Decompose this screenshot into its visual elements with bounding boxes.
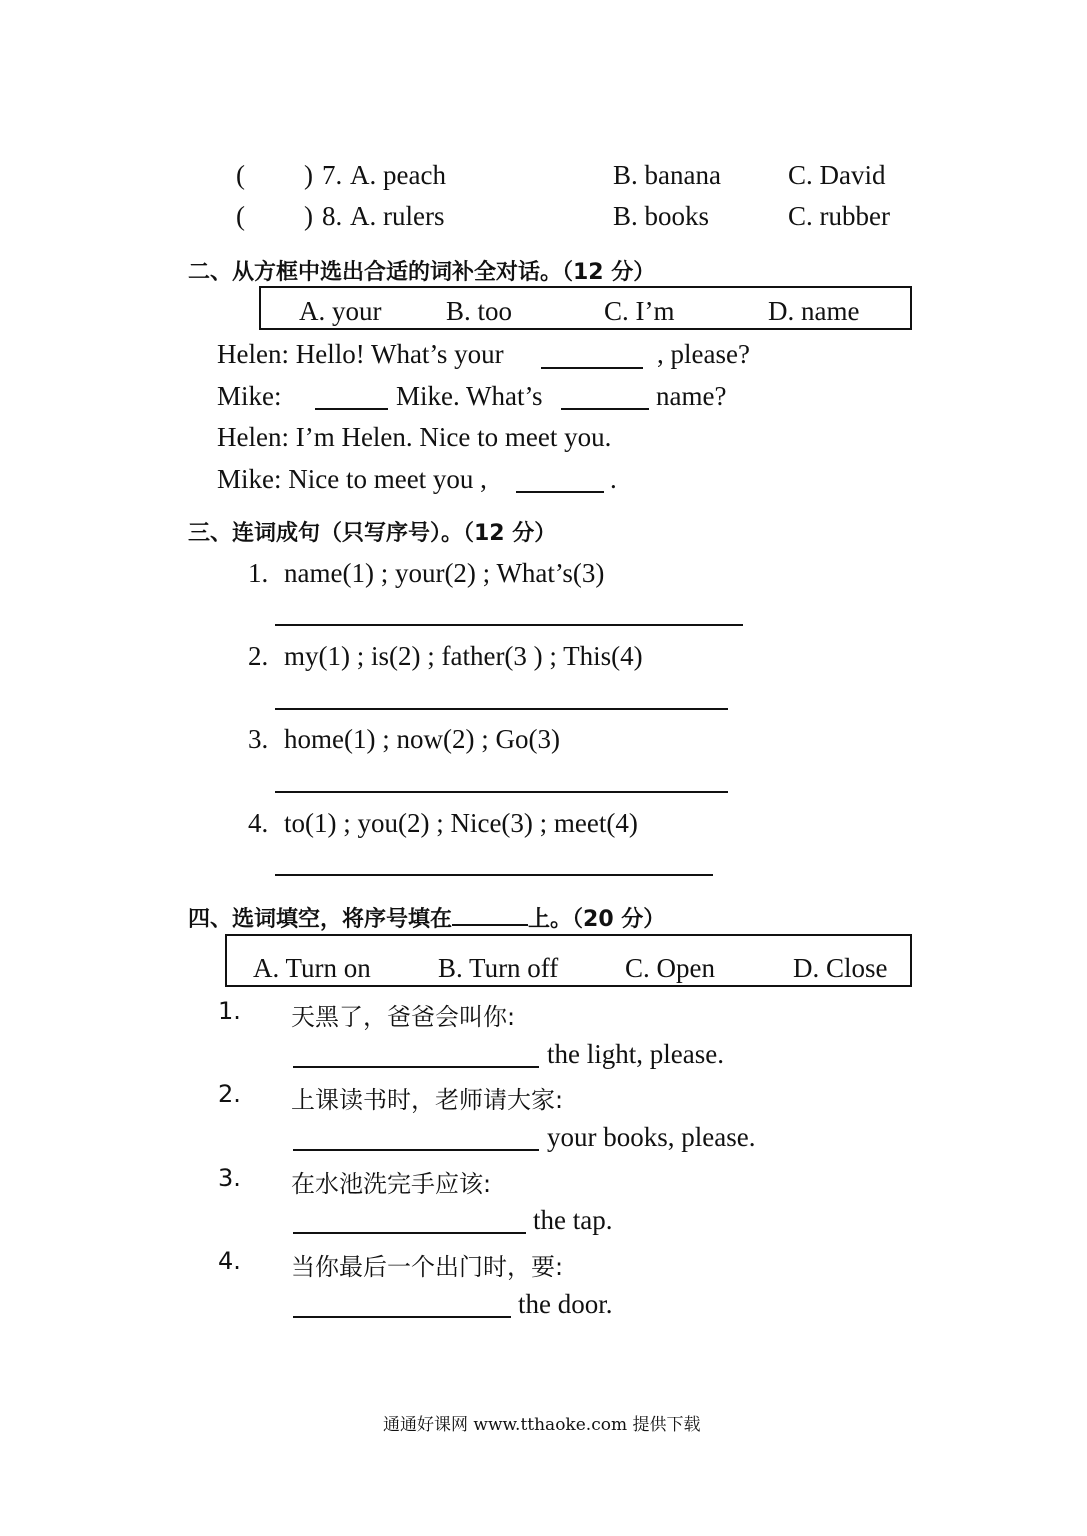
option-c: C. David — [788, 160, 886, 190]
answer-line[interactable] — [275, 624, 743, 626]
item-number: 4. — [218, 1247, 241, 1275]
item-number: 8. — [322, 201, 343, 231]
item-prompt: 当你最后一个出门时，要: — [291, 1253, 564, 1281]
word-bank-box — [259, 286, 912, 330]
word-bank-option: B. too — [446, 296, 513, 326]
option-a: A. rulers — [350, 201, 445, 231]
item-number: 2. — [218, 1080, 241, 1108]
option-b: B. books — [613, 201, 710, 231]
item-answer-text: the door. — [518, 1289, 613, 1319]
item-number: 7. — [322, 160, 343, 190]
word-bank-option: A. Turn on — [253, 953, 371, 983]
answer-paren-open: ( — [236, 201, 245, 231]
answer-blank[interactable] — [516, 491, 604, 493]
answer-blank[interactable] — [293, 1232, 526, 1234]
item-answer-text: the tap. — [533, 1205, 613, 1235]
item-number: 4. — [248, 808, 269, 838]
word-list: my(1) ; is(2) ; father(3 ) ; This(4) — [284, 641, 643, 671]
answer-paren-close: ) — [304, 201, 313, 231]
section-2-heading: 二、从方框中选出合适的词补全对话。（12 分） — [188, 260, 656, 285]
answer-blank[interactable] — [561, 408, 649, 410]
item-number: 2. — [248, 641, 269, 671]
word-list: to(1) ; you(2) ; Nice(3) ; meet(4) — [284, 808, 638, 838]
answer-line[interactable] — [275, 874, 713, 876]
heading-blank — [452, 902, 528, 926]
answer-blank[interactable] — [293, 1316, 511, 1318]
word-bank-option: B. Turn off — [438, 953, 559, 983]
word-bank-option: D. name — [768, 296, 860, 326]
item-answer-text: your books, please. — [547, 1122, 756, 1152]
option-a: A. peach — [350, 160, 446, 190]
item-answer-text: the light, please. — [547, 1039, 724, 1069]
word-list: name(1) ; your(2) ; What’s(3) — [284, 558, 605, 588]
section-3-heading: 三、连词成句（只写序号）。（12 分） — [188, 521, 557, 546]
item-number: 3. — [248, 724, 269, 754]
answer-line[interactable] — [275, 791, 728, 793]
worksheet-page: ( ) 7. A. peach B. banana C. David ( ) 8. A. rulers B. books C. rubber 二、从方框中选出合适的词补全对话。（12 分） A. your B. too C. I’m D. name Helen: Hello! What’s your , please? Mike: Mike. What’s name? Helen: I’m Helen. Nice to meet you. Mike: Nice to meet you , . 三、连词成句（只写序号）。（12 分） 1. name(1) ; your(2) ; What’s(3) 2. my(1) ; is(2) ; father(3 ) ; This(4) 3. home(1) ; now(2) ; Go(3) 4. to(1) ; you(2) ; Nice(3) ; meet(4) 四、选词填空，将序号填在 上。（20 分） A. Turn on B. Turn off C. Open D. Close 1. 天黑了，爸爸会叫你: the light, please. 2. 上课读书时，老师请大家: your books, please. 3. 在水池洗完手应该: the tap. 4. 当你最后一个出门时，要: the door. 通通好课网 www.tthaoke.com 提供下载 — [0, 0, 1087, 1536]
option-b: B. banana — [613, 160, 721, 190]
answer-blank[interactable] — [293, 1149, 539, 1151]
answer-blank[interactable] — [541, 367, 643, 369]
answer-blank[interactable] — [315, 408, 388, 410]
answer-paren-close: ) — [304, 160, 313, 190]
item-prompt: 上课读书时，老师请大家: — [291, 1086, 564, 1114]
word-bank-option: D. Close — [793, 953, 888, 983]
item-number: 3. — [218, 1164, 241, 1192]
item-number: 1. — [218, 997, 241, 1025]
option-c: C. rubber — [788, 201, 890, 231]
item-prompt: 在水池洗完手应该: — [291, 1170, 492, 1198]
word-bank-option: C. Open — [625, 953, 715, 983]
word-bank-option: A. your — [299, 296, 382, 326]
item-prompt: 天黑了，爸爸会叫你: — [291, 1003, 516, 1031]
item-number: 1. — [248, 558, 269, 588]
answer-blank[interactable] — [293, 1066, 539, 1068]
word-bank-option: C. I’m — [604, 296, 675, 326]
footer-credit: 通通好课网 www.tthaoke.com 提供下载 — [383, 1415, 701, 1435]
answer-line[interactable] — [275, 708, 728, 710]
word-bank-box — [225, 934, 912, 987]
section-4-heading: 四、选词填空，将序号填在 上。（20 分） — [188, 902, 665, 933]
answer-paren-open: ( — [236, 160, 245, 190]
word-list: home(1) ; now(2) ; Go(3) — [284, 724, 560, 754]
